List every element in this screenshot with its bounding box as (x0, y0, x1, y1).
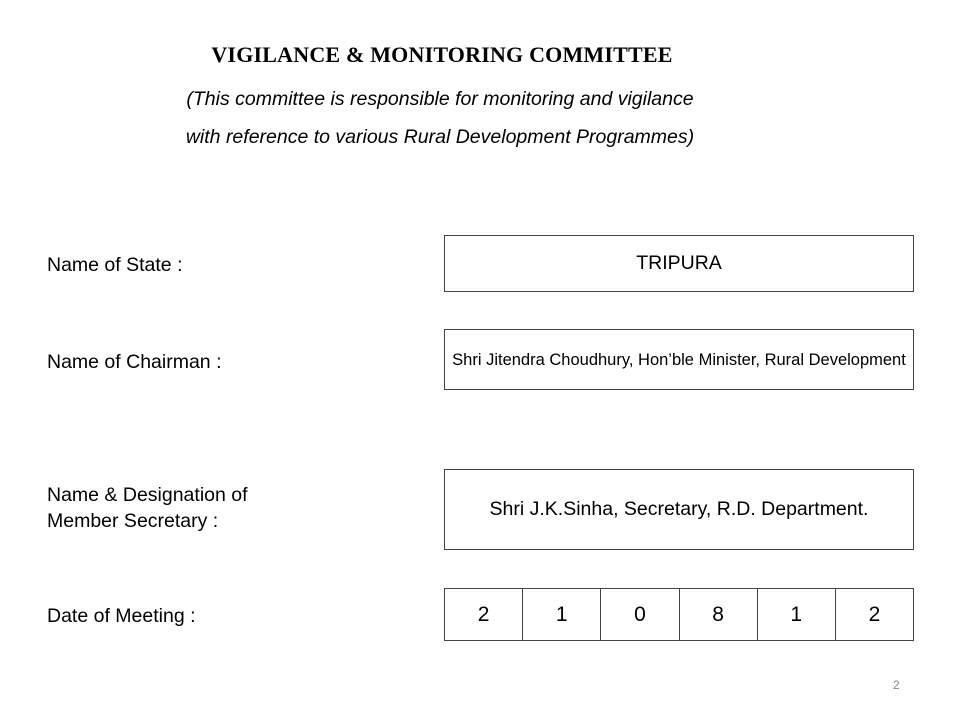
chairman-value: Shri Jitendra Choudhury, Hon’ble Minister, Rural Development (452, 350, 906, 369)
state-label: Name of State : (47, 254, 183, 276)
member-secretary-value: Shri J.K.Sinha, Secretary, R.D. Department. (489, 498, 869, 520)
date-digit: 2 (445, 589, 523, 640)
date-digit: 2 (868, 602, 881, 626)
page-number: 2 (893, 678, 900, 692)
subtitle-line-2: with reference to various Rural Development Programmes) (185, 126, 695, 148)
chairman-label: Name of Chairman : (47, 351, 222, 373)
member-secretary-label-line-1: Name & Designation of (47, 484, 248, 506)
date-digit: 0 (601, 589, 679, 640)
member-secretary-label (47, 482, 248, 534)
chairman-value-box (444, 329, 914, 390)
date-digit: 8 (680, 589, 758, 640)
meeting-date-boxes (444, 588, 914, 641)
date-digit: 1 (523, 589, 601, 640)
meeting-date-label: Date of Meeting : (47, 605, 196, 627)
page-title: VIGILANCE & MONITORING COMMITTEE (211, 42, 673, 67)
state-value: TRIPURA (636, 252, 722, 274)
subtitle-line-1: (This committee is responsible for monitoring and vigilance (186, 88, 694, 110)
date-digit: 1 (758, 589, 836, 640)
member-secretary-value-box (444, 469, 914, 550)
state-value-box (444, 235, 914, 292)
member-secretary-label-line-2: Member Secretary : (47, 510, 219, 532)
